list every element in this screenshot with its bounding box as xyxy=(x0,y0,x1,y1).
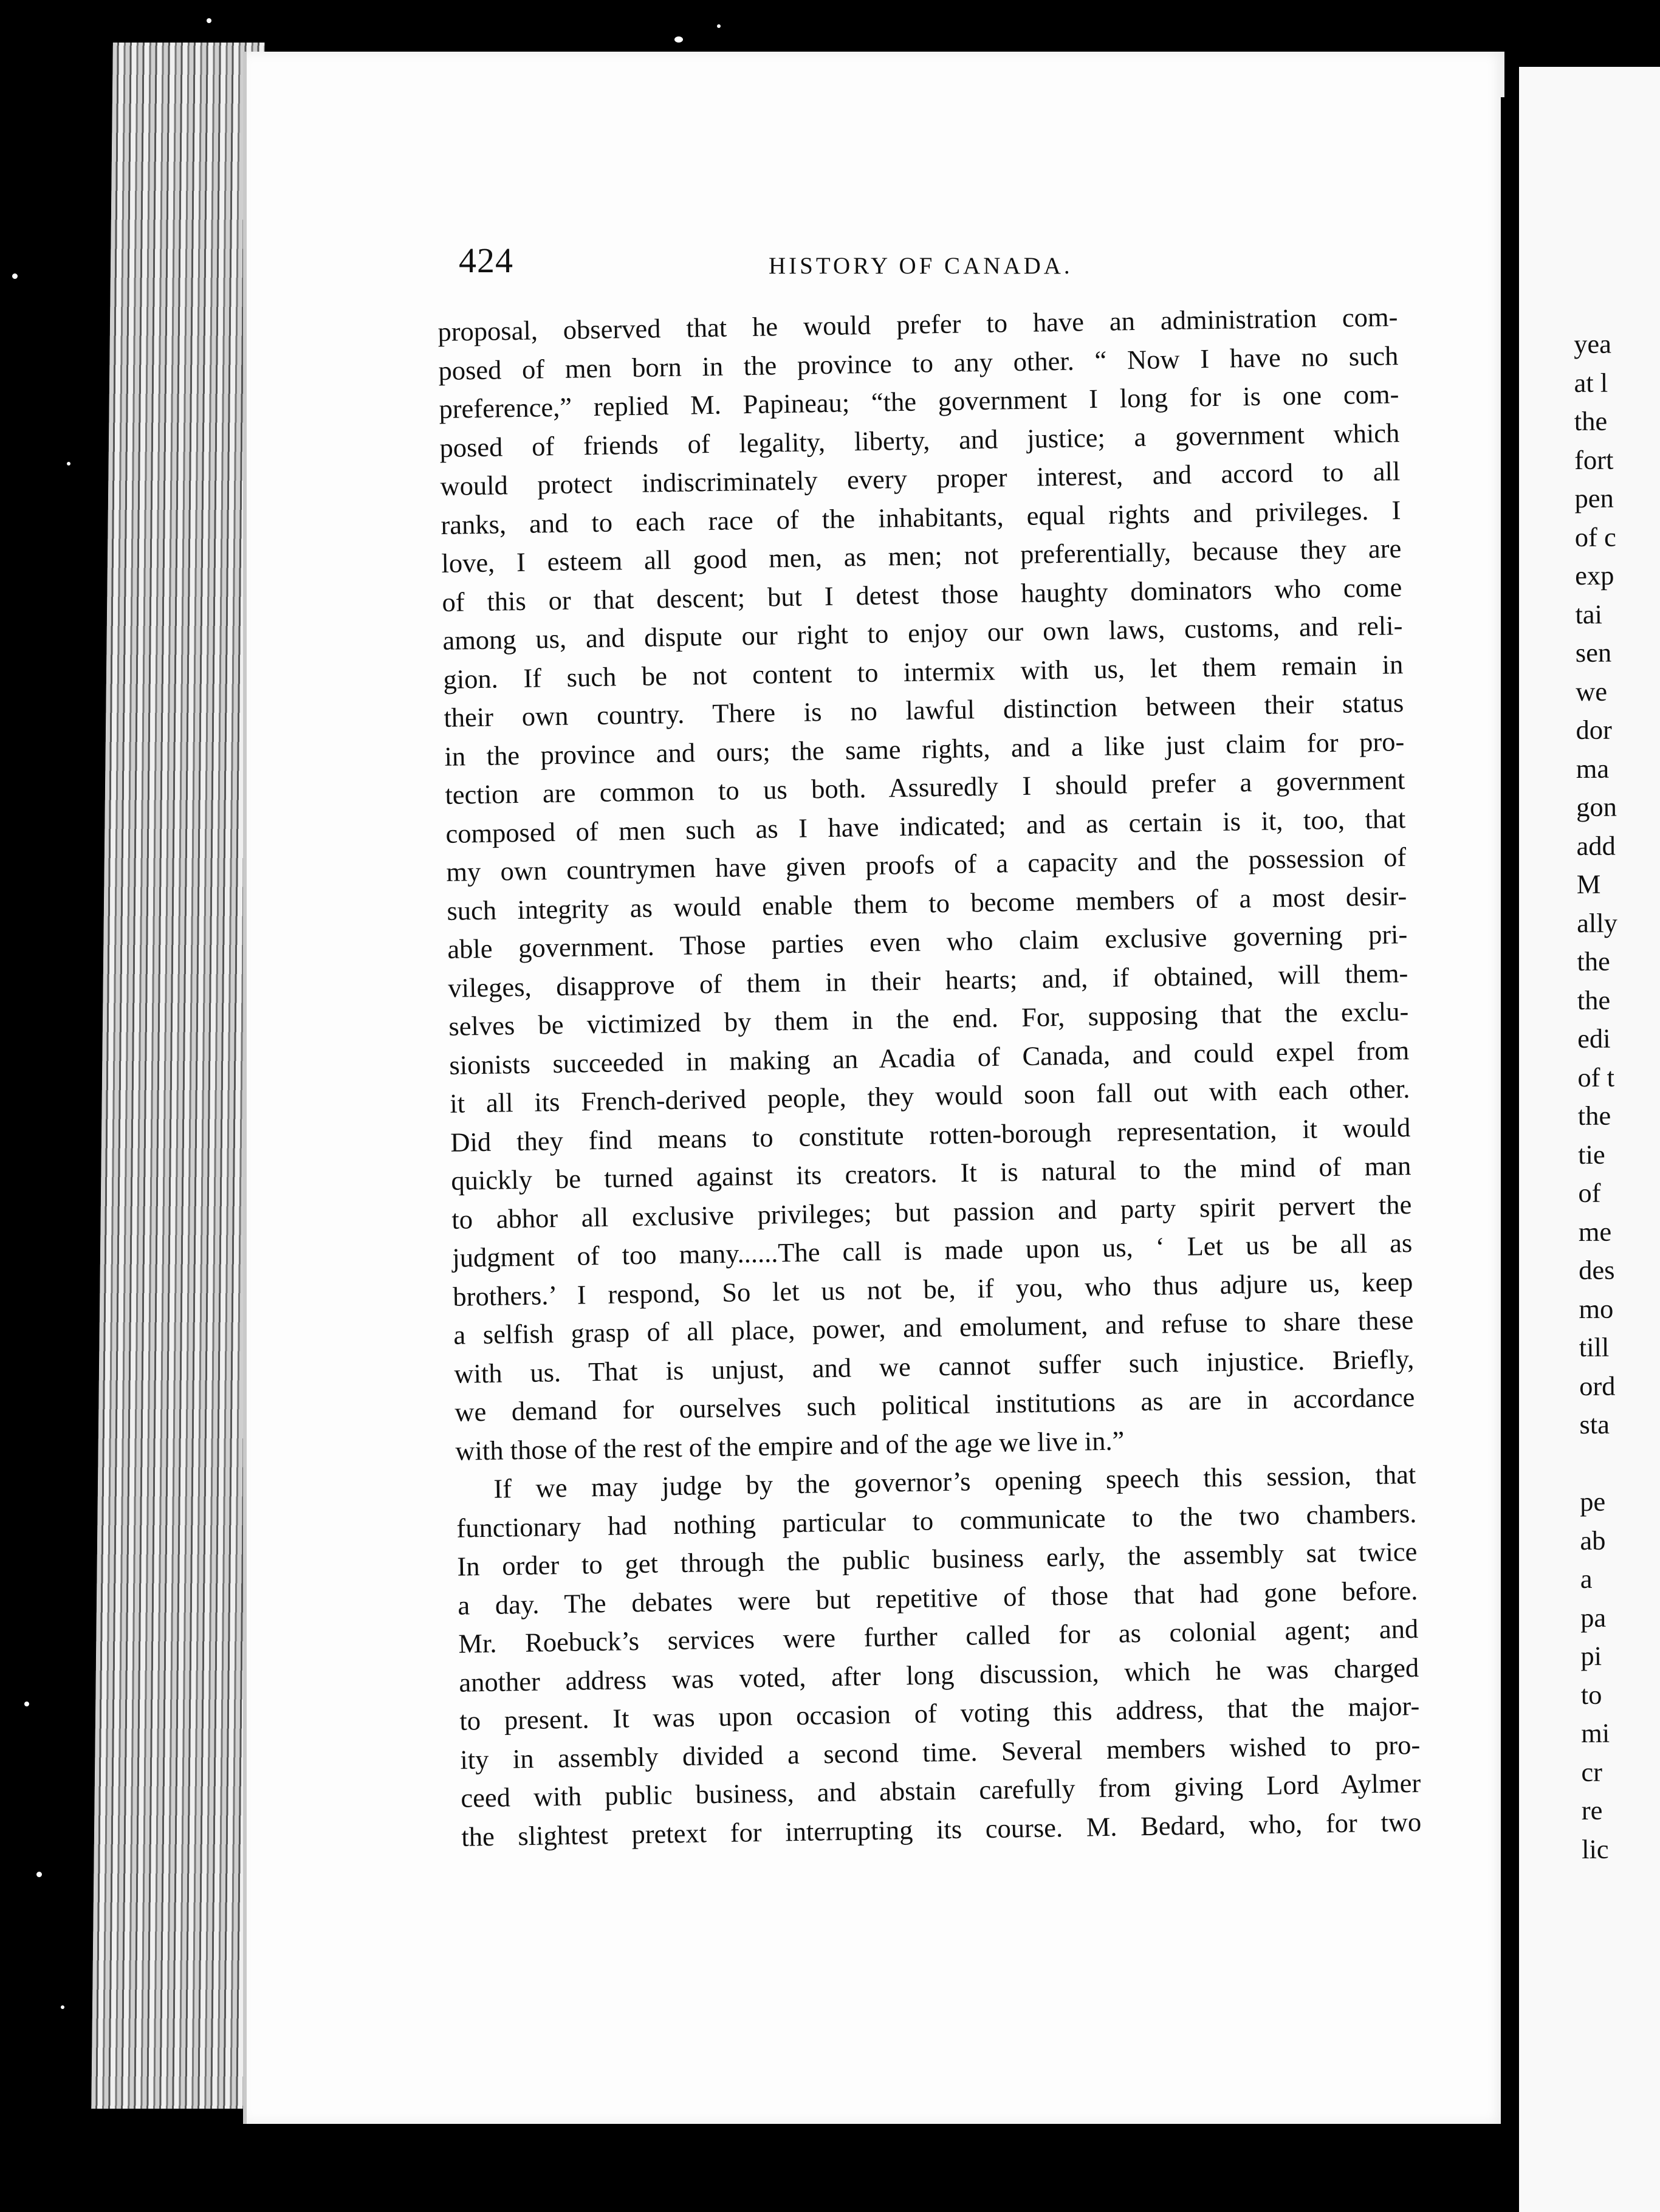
text-line: able government. Those parties even who claim exclusive governing pri- xyxy=(447,919,1408,964)
text-line: ceed with public business, and abstain carefully from giving Lord Aylmer xyxy=(460,1767,1421,1813)
right-page-line: mo xyxy=(1579,1293,1614,1324)
text-line: functionary had nothing particular to communicate to the two chambers. xyxy=(456,1497,1417,1544)
right-page-line: we xyxy=(1576,676,1608,707)
text-line: such integrity as would enable them to become members of a most desir- xyxy=(447,880,1407,926)
text-line: the slightest pretext for interrupting its course. M. Bedard, who, for two xyxy=(461,1806,1422,1852)
right-page-line: M xyxy=(1576,868,1601,899)
text-line: Mr. Roebuck’s services were further called for as colonial agent; and xyxy=(458,1613,1419,1659)
right-page-line: of xyxy=(1578,1177,1601,1208)
right-page-line: add xyxy=(1576,830,1616,861)
text-line: vileges, disapprove of them in their hearts; and, if obtained, will them- xyxy=(448,957,1408,1003)
text-line: selves be victimized by them in the end. For, supposing that the exclu- xyxy=(448,996,1409,1042)
text-line: sionists succeeded in making an Acadia of Canada, and could expel from xyxy=(449,1034,1410,1080)
right-page-line: ab xyxy=(1580,1525,1606,1556)
text-line: love, I esteem all good men, as men; not preferentially, because they are xyxy=(441,533,1402,579)
right-page-line: ma xyxy=(1576,753,1610,784)
right-page-line: sen xyxy=(1575,637,1612,668)
text-line: ranks, and to each race of the inhabitants, equal rights and privileges. I xyxy=(441,494,1401,540)
right-page-line: the xyxy=(1574,405,1608,436)
text-line: to present. It was upon occasion of voting this address, that the major- xyxy=(459,1690,1420,1736)
text-line: a selfish grasp of all place, power, and emolument, and refuse to share these xyxy=(453,1304,1414,1350)
text-line: it all its French-derived people, they would soon fall out with each other. xyxy=(450,1073,1410,1119)
right-page-line: mi xyxy=(1581,1717,1610,1748)
text-line: gion. If such be not content to intermix with us, let them remain in xyxy=(443,648,1404,695)
right-page-line: ord xyxy=(1579,1370,1616,1401)
right-page-line: sta xyxy=(1579,1409,1610,1440)
right-page-line: pi xyxy=(1580,1640,1602,1671)
right-page-line: of t xyxy=(1577,1062,1615,1093)
text-line: judgment of too many......The call is made upon us, ‘ Let us be all as xyxy=(452,1227,1413,1273)
right-page-line: till xyxy=(1579,1331,1610,1362)
right-page-line: exp xyxy=(1575,560,1614,591)
text-line: tection are common to us both. Assuredly I should prefer a government xyxy=(445,764,1405,810)
right-page-line: pe xyxy=(1580,1486,1606,1517)
stacked-page-edges xyxy=(91,43,265,2109)
right-page-line: lic xyxy=(1581,1833,1609,1864)
right-page-line: tai xyxy=(1575,599,1603,630)
text-line: posed of men born in the province to any other. “ Now I have no such xyxy=(438,340,1399,386)
right-page-line: dor xyxy=(1576,714,1612,745)
book-gutter xyxy=(1501,97,1519,2163)
right-page-text xyxy=(1574,325,1660,1869)
right-page-line: pen xyxy=(1574,483,1614,514)
right-page-line: cr xyxy=(1581,1756,1603,1787)
right-page-line: at l xyxy=(1574,367,1608,398)
right-page-line: edi xyxy=(1577,1023,1611,1054)
right-page-line: a xyxy=(1580,1563,1593,1594)
text-line: we demand for ourselves such political institutions as are in accordance xyxy=(454,1381,1415,1427)
text-line: posed of friends of legality, liberty, and justice; a government which xyxy=(439,417,1400,463)
right-page-line: the xyxy=(1577,1100,1611,1131)
text-line: preference,” replied M. Papineau; “the government I long for is one com- xyxy=(439,379,1399,424)
right-page-line: of c xyxy=(1574,521,1616,552)
body-text xyxy=(437,298,1422,1856)
text-line: with those of the rest of the empire and of the age we live in.” xyxy=(455,1424,1125,1466)
right-page-line: des xyxy=(1579,1254,1615,1285)
text-line: another address was voted, after long discussion, which he was charged xyxy=(459,1652,1419,1698)
text-line: of this or that descent; but I detest those haughty dominators who come xyxy=(442,571,1402,617)
text-line: my own countrymen have given proofs of a capacity and the possession of xyxy=(446,842,1407,887)
text-line: If we may judge by the governor’s opening speech this session, that xyxy=(493,1458,1416,1504)
text-line: to abhor all exclusive privileges; but passion and party spirit pervert the xyxy=(451,1189,1412,1235)
running-head xyxy=(459,240,1401,289)
right-page-line: pa xyxy=(1580,1602,1607,1633)
right-page-line: me xyxy=(1578,1216,1612,1247)
text-line: In order to get through the public business early, the assembly sat twice xyxy=(457,1536,1418,1582)
text-line: with us. That is unjust, and we cannot suffer such injustice. Briefly, xyxy=(454,1343,1415,1389)
text-line: brothers.’ I respond, So let us not be, if you, who thus adjure us, keep xyxy=(453,1266,1413,1312)
text-line: among us, and dispute our right to enjoy our own laws, customs, and reli- xyxy=(442,610,1403,656)
text-line: a day. The debates were but repetitive of those that had gone before. xyxy=(458,1575,1418,1621)
right-page-line: gon xyxy=(1576,791,1617,822)
running-title: HISTORY OF CANADA. xyxy=(769,253,1073,279)
right-page-line: re xyxy=(1581,1795,1603,1826)
right-page-line: to xyxy=(1580,1679,1602,1710)
text-line: in the province and ours; the same rights, and a like just claim for pro- xyxy=(444,726,1405,772)
right-page-line: tie xyxy=(1578,1139,1605,1170)
text-line: Did they find means to constitute rotten-borough representation, it would xyxy=(450,1111,1411,1158)
right-page-line: the xyxy=(1577,984,1611,1015)
right-page-line xyxy=(1580,1444,1660,1483)
text-line: would protect indiscriminately every proper interest, and accord to all xyxy=(440,456,1401,501)
text-line: composed of men such as I have indicated; and as certain is it, too, that xyxy=(445,803,1406,849)
text-line: proposal, observed that he would prefer to have an administration com- xyxy=(437,301,1398,347)
right-page-line: fort xyxy=(1574,444,1614,475)
text-line: quickly be turned against its creators. It is natural to the mind of man xyxy=(451,1150,1411,1196)
right-page-line: the xyxy=(1577,946,1610,977)
right-page-line: yea xyxy=(1574,328,1612,359)
text-line: ity in assembly divided a second time. Several members wished to pro- xyxy=(459,1729,1421,1775)
right-page-line: ally xyxy=(1577,907,1618,938)
text-line: their own country. There is no lawful distinction between their status xyxy=(444,687,1404,733)
page-number: 424 xyxy=(459,241,513,280)
